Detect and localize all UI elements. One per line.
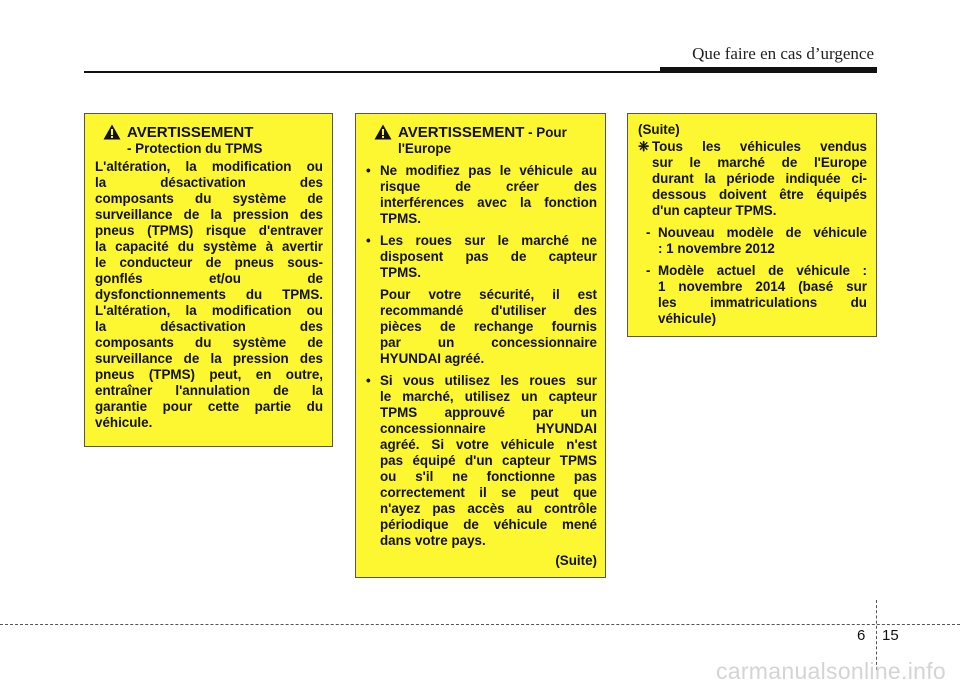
header-rule <box>84 71 660 73</box>
warning-title <box>398 124 567 141</box>
paragraph <box>366 287 597 367</box>
text-line: L'altération, la modification ou <box>95 159 323 174</box>
dash-bullet-icon: - <box>646 225 651 240</box>
header-rule-thick <box>660 67 877 73</box>
text-line: durant la période indiquée ci- <box>652 171 867 186</box>
dash-bullet-icon: - <box>646 263 651 278</box>
text-line: risque de créer des <box>380 179 597 194</box>
bullet-dot-icon: • <box>366 233 371 248</box>
text-line: dysfonctionnements du TPMS. <box>95 287 323 302</box>
text-line: par un concessionnaire <box>380 335 597 350</box>
text-line: véhicule. <box>95 415 153 430</box>
footer-rule <box>0 624 960 625</box>
text-line: composants du système de <box>95 335 323 350</box>
text-line: véhicule) <box>658 311 717 326</box>
continued-label: (Suite) <box>638 122 680 137</box>
text-line: le marché, utilisez un capteur <box>380 389 597 404</box>
text-line: HYUNDAI agréé. <box>380 351 485 366</box>
text-line: TPMS. <box>380 211 421 226</box>
bullet-item <box>366 163 597 227</box>
text-line: gonflés et/ou de <box>95 271 323 286</box>
text-line: recommandé d'utiliser des <box>380 303 597 318</box>
text-line: Si vous utilisez les roues sur <box>380 373 597 388</box>
text-line: composants du système de <box>95 191 323 206</box>
text-line: TPMS. <box>380 265 421 280</box>
bullet-item <box>366 233 597 281</box>
text-line: dessous doivent être équipés <box>652 187 867 202</box>
text-line: entraîner l'annulation de la <box>95 383 323 398</box>
text-line: pièces de rechange fournis <box>380 319 597 334</box>
text-line: n'ayez pas accès au contrôle <box>380 501 597 516</box>
text-line: Les roues sur le marché ne <box>380 233 597 248</box>
warning-subtitle: l'Europe <box>398 141 452 156</box>
text-line: la capacité du système à avertir <box>95 239 323 254</box>
warning-box-europe <box>355 113 606 578</box>
warning-triangle-icon <box>374 124 392 140</box>
text-line: la désactivation des <box>95 319 323 334</box>
text-line: la désactivation des <box>95 175 323 190</box>
text-line: concessionnaire HYUNDAI <box>380 421 597 436</box>
text-line: périodique de véhicule mené <box>380 517 597 532</box>
text-line: Pour votre sécurité, il est <box>380 287 597 302</box>
bullet-item <box>366 373 597 549</box>
warning-header <box>366 124 597 141</box>
watermark: carmanualsonline.info <box>715 658 946 684</box>
text-line: surveillance de la pression des <box>95 351 323 366</box>
chapter-number: 6 <box>857 627 866 644</box>
star-item <box>638 139 867 219</box>
warning-title-suffix: - Pour <box>524 125 567 140</box>
text-line: pas équipé d'un capteur TPMS <box>380 453 597 468</box>
bullet-dot-icon: • <box>366 163 371 178</box>
text-line: 1 novembre 2014 (basé sur <box>658 279 867 294</box>
text-line: Tous les véhicules vendus <box>652 139 867 154</box>
text-line: Ne modifiez pas le véhicule au <box>380 163 597 178</box>
text-line: pneus (TPMS) risque d'entraver <box>95 223 323 238</box>
text-line: sur le marché de l'Europe <box>652 155 867 170</box>
page-header-title: Que faire en cas d’urgence <box>692 44 874 63</box>
text-line: dans votre pays. <box>380 533 486 548</box>
text-line: les immatriculations du <box>658 295 867 310</box>
text-line: surveillance de la pression des <box>95 207 323 222</box>
warning-subtitle: - Protection du TPMS <box>127 141 263 156</box>
warning-box-tpms-protection <box>84 113 333 447</box>
text-line: : 1 novembre 2012 <box>658 241 775 256</box>
text-line: garantie pour cette partie du <box>95 399 323 414</box>
dash-item <box>638 225 867 257</box>
continued-label: (Suite) <box>555 553 597 568</box>
warning-triangle-icon <box>103 124 121 140</box>
text-line: agréé. Si votre véhicule n'est <box>380 437 597 452</box>
warning-text <box>95 159 323 431</box>
text-line: interférences avec la fonction <box>380 195 597 210</box>
text-line: L'altération, la modification ou <box>95 303 323 318</box>
bullet-dot-icon: • <box>366 373 371 388</box>
warning-box-continued <box>627 113 877 337</box>
dash-item <box>638 263 867 327</box>
text-line: Nouveau modèle de véhicule <box>658 225 867 240</box>
text-line: ou s'il ne fonctionne pas <box>380 469 597 484</box>
text-line: le conducteur de pneus sous- <box>95 255 323 270</box>
warning-title-main: AVERTISSEMENT <box>398 124 525 141</box>
text-line: Modèle actuel de véhicule : <box>658 263 867 278</box>
text-line: correctement il se peut que <box>380 485 597 500</box>
text-line: disposent pas de capteur <box>380 249 597 264</box>
page-number: 15 <box>882 627 899 644</box>
text-line: TPMS approuvé par un <box>380 405 597 420</box>
text-line: d'un capteur TPMS. <box>652 203 777 218</box>
star-bullet-icon: ❈ <box>638 139 650 154</box>
text-line: pneus (TPMS) peut, en outre, <box>95 367 323 382</box>
warning-header <box>95 124 323 141</box>
warning-title: AVERTISSEMENT <box>127 124 254 141</box>
